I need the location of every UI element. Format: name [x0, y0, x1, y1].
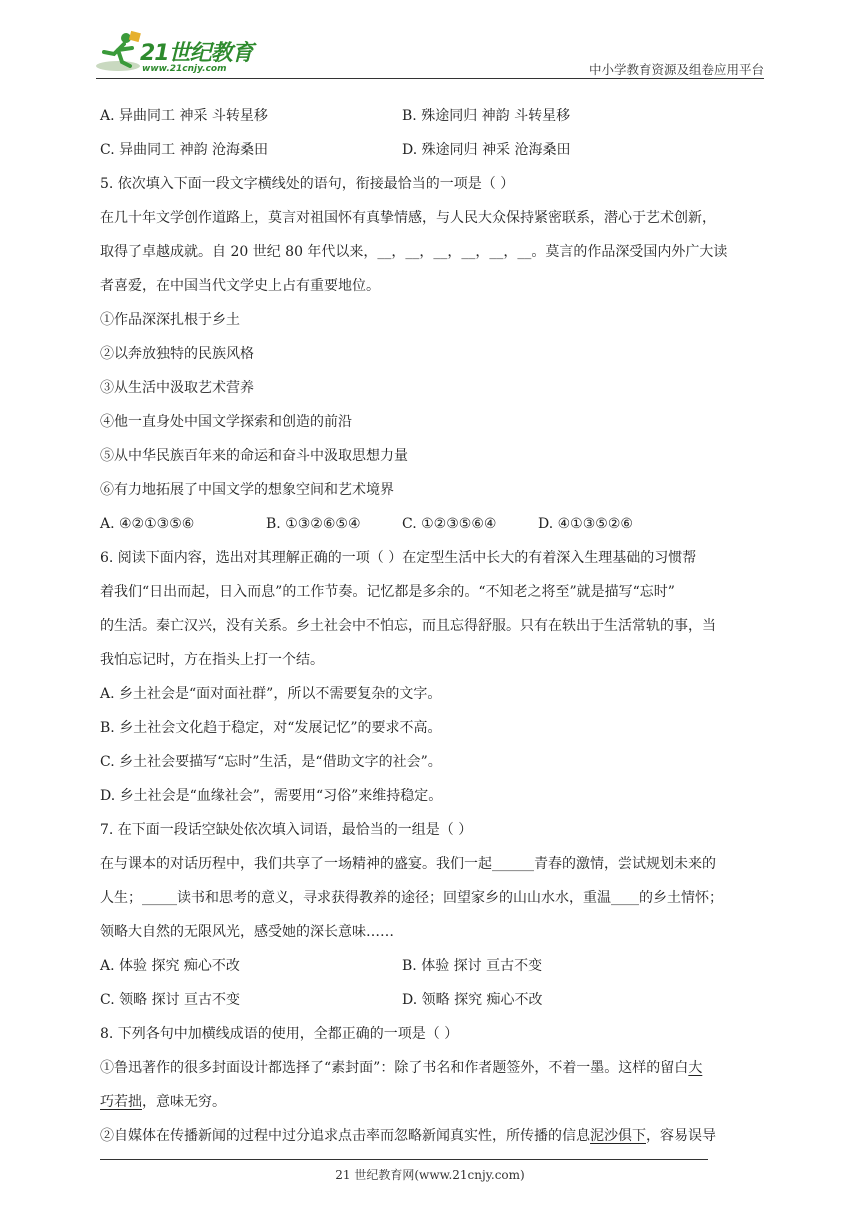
- q7-passage-line-3: 领略大自然的无限风光，感受她的深长意味……: [100, 924, 394, 940]
- q5-passage-line-2: 取得了卓越成就。自 20 世纪 80 年代以来，__，__，__，__，__，__。莫言的作品深受国内外广大读: [100, 244, 728, 260]
- q5-item: ①作品深深扎根于乡土: [100, 312, 240, 328]
- q5-option-b: B. ①③②⑥⑤④: [266, 516, 361, 532]
- q8-s1-idiom-part-2: 巧若拙: [100, 1094, 142, 1110]
- q6-option-c: C. 乡土社会要描写“忘时”生活，是“借助文字的社会”。: [100, 754, 442, 770]
- q4-option-a: A. 异曲同工 神采 斗转星移: [100, 108, 268, 124]
- q4-option-d: D. 殊途同归 神采 沧海桑田: [402, 142, 571, 158]
- q6-line-1: 6. 阅读下面内容，选出对其理解正确的一项（ ）在定型生活中长大的有着深入生理基础的习惯帮: [100, 550, 697, 566]
- q6-option-d: D. 乡土社会是“血缘社会”，需要用“习俗”来维持稳定。: [100, 788, 443, 804]
- q8-s2-tail: ，容易误导: [646, 1128, 716, 1144]
- footer-divider: [100, 1159, 708, 1160]
- q8-s1-text: ①鲁迅著作的很多封面设计都选择了“素封面”：除了书名和作者题签外，不着一墨。这样的留白: [100, 1060, 689, 1076]
- logo: [96, 30, 266, 78]
- page-footer: 21 世纪教育网(www.21cnjy.com): [335, 1168, 525, 1182]
- q7-passage-line-2: 人生；_____读书和思考的意义，寻求获得教养的途径；回望家乡的山山水水，重温____的乡土情怀；: [100, 890, 723, 906]
- q7-options-row-2: [100, 983, 766, 1017]
- q5-item: ③从生活中汲取艺术营养: [100, 380, 254, 396]
- q6-line-4: 我怕忘记时，方在指头上打一个结。: [100, 652, 324, 668]
- q7-stem: 7. 在下面一段话空缺处依次填入词语，最恰当的一组是（ ）: [100, 822, 473, 838]
- q6-option-a: A. 乡土社会是“面对面社群”，所以不需要复杂的文字。: [100, 686, 442, 702]
- q8-s2-idiom: 泥沙俱下: [590, 1128, 646, 1144]
- q5-stem: 5. 依次填入下面一段文字横线处的语句，衔接最恰当的一项是（ ）: [100, 176, 515, 192]
- q5-option-d: D. ④①③⑤②⑥: [538, 516, 633, 532]
- q4-options-row-1: [100, 99, 766, 133]
- q5-item: ⑤从中华民族百年来的命运和奋斗中汲取思想力量: [100, 448, 408, 464]
- q7-option-c: C. 领略 探讨 亘古不变: [100, 992, 241, 1008]
- logo-url: www.21cnjy.com: [142, 64, 227, 74]
- q6-line-2: 着我们“日出而起，日入而息”的工作节奏。记忆都是多余的。“不知老之将至”就是描写“忘时”: [100, 584, 675, 600]
- q5-item: ④他一直身处中国文学探索和创造的前沿: [100, 414, 352, 430]
- q6-option-b: B. 乡土社会文化趋于稳定，对“发展记忆”的要求不高。: [100, 720, 442, 736]
- header-divider: [96, 78, 764, 79]
- q5-options-row: [100, 507, 766, 541]
- q4-option-b: B. 殊途同归 神韵 斗转星移: [402, 108, 571, 124]
- q8-sentence-2: [100, 1119, 766, 1153]
- platform-title: 中小学教育资源及组卷应用平台: [588, 62, 764, 77]
- q4-option-c: C. 异曲同工 神韵 沧海桑田: [100, 142, 269, 158]
- q8-s1-idiom-part-1: 大: [688, 1060, 703, 1076]
- q8-sentence-1-cont: [100, 1085, 766, 1119]
- q8-s1-tail: ，意味无穷。: [142, 1094, 226, 1110]
- q8-stem: 8. 下列各句中加横线成语的使用，全都正确的一项是（ ）: [100, 1026, 459, 1042]
- q8-s2-text: ②自媒体在传播新闻的过程中过分追求点击率而忽略新闻真实性，所传播的信息: [100, 1128, 590, 1144]
- q7-option-b: B. 体验 探讨 亘古不变: [402, 958, 543, 974]
- q7-option-a: A. 体验 探究 痴心不改: [100, 958, 240, 974]
- q6-line-3: 的生活。秦亡汉兴，没有关系。乡土社会中不怕忘，而且忘得舒服。只有在轶出于生活常轨的事，当: [100, 618, 716, 634]
- q5-item: ⑥有力地拓展了中国文学的想象空间和艺术境界: [100, 482, 394, 498]
- q5-item: ②以奔放独特的民族风格: [100, 346, 254, 362]
- q5-option-a: A. ④②①③⑤⑥: [100, 516, 195, 532]
- document-body: [100, 99, 766, 1153]
- q8-sentence-1: [100, 1051, 766, 1085]
- page-header: [96, 28, 764, 80]
- logo-text: 21世纪教育: [140, 41, 253, 66]
- q4-options-row-2: [100, 133, 766, 167]
- q7-passage-line-1: 在与课本的对话历程中，我们共享了一场精神的盛宴。我们一起______青春的激情，尝试规划未来的: [100, 856, 716, 872]
- q7-options-row-1: [100, 949, 766, 983]
- q5-option-c: C. ①②③⑤⑥④: [402, 516, 497, 532]
- q5-passage-line-3: 者喜爱，在中国当代文学史上占有重要地位。: [100, 278, 380, 294]
- q7-option-d: D. 领略 探究 痴心不改: [402, 992, 543, 1008]
- q5-passage-line-1: 在几十年文学创作道路上，莫言对祖国怀有真挚情感，与人民大众保持紧密联系，潜心于艺术创新，: [100, 210, 716, 226]
- runner-logo-icon: [96, 30, 144, 74]
